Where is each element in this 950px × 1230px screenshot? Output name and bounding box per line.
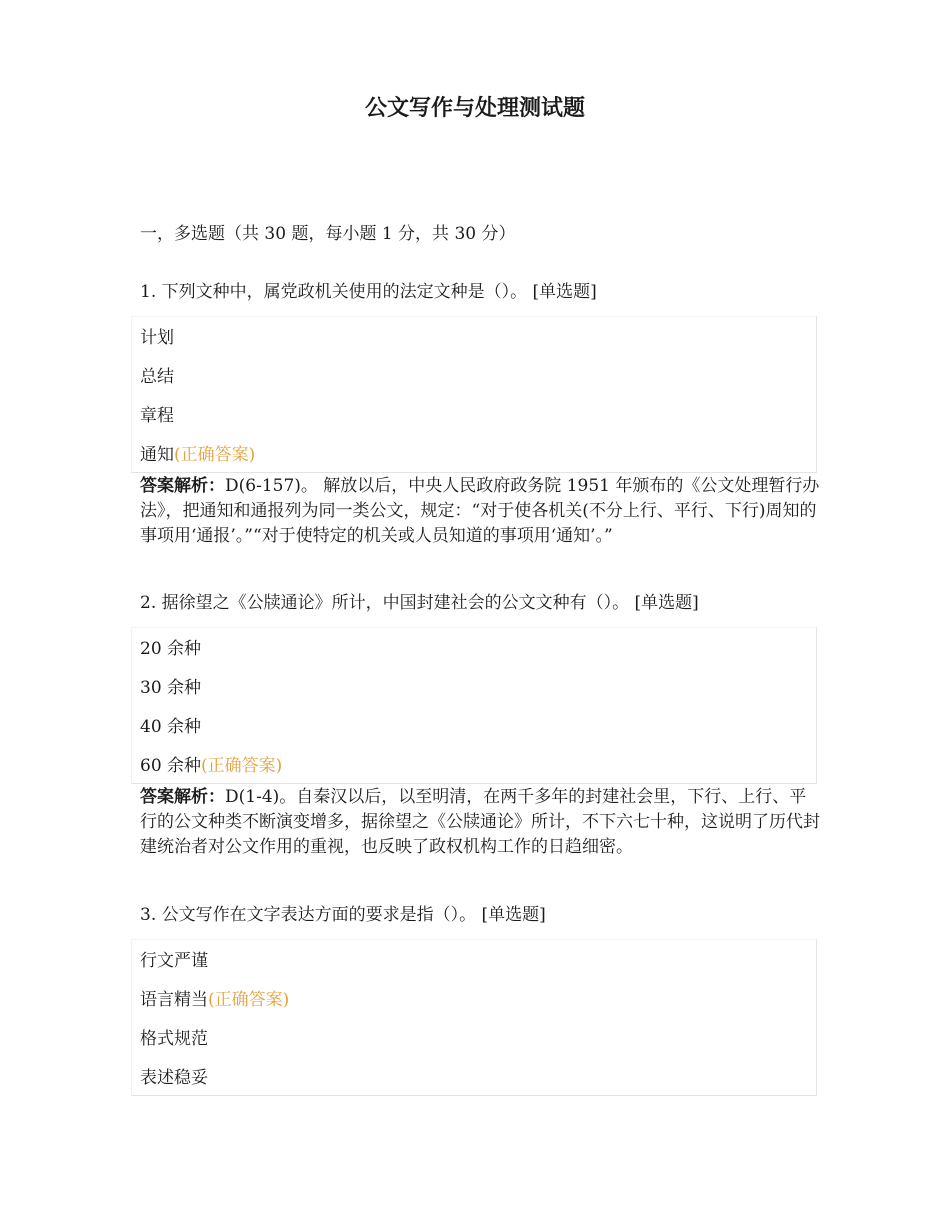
option-1-c[interactable]: 章程 — [140, 406, 174, 426]
question-1-prompt: 1. 下列文种中，属党政机关使用的法定文种是（）。 [单选题] — [140, 282, 597, 302]
correct-answer-mark: (正确答案) — [201, 756, 283, 776]
question-3-options — [131, 939, 817, 1096]
question-2-explanation: 答案解析：D(1-4)。自秦汉以后，以至明清，在两千多年的封建社会里，下行、上行、平行的公文种类不断演变增多，据徐望之《公牍通论》所计，不下六七十种，这说明了历代封建统治者对公文作用的重视，也反映了政权机构工作的日趋细密。 — [140, 787, 820, 857]
page-title: 公文写作与处理测试题 — [364, 96, 585, 121]
question-2-prompt: 2. 据徐望之《公牍通论》所计，中国封建社会的公文文种有（）。 [单选题] — [140, 593, 699, 613]
option-1-b[interactable]: 总结 — [140, 367, 174, 387]
option-1-d[interactable]: 通知(正确答案) — [140, 445, 256, 465]
option-2-b[interactable]: 30 余种 — [140, 678, 202, 698]
question-1-options — [131, 316, 817, 473]
question-3-prompt: 3. 公文写作在文字表达方面的要求是指（）。 [单选题] — [140, 905, 546, 925]
section-heading: 一，多选题（共 30 题，每小题 1 分，共 30 分） — [140, 224, 516, 244]
question-2-options — [131, 627, 817, 784]
option-2-a[interactable]: 20 余种 — [140, 639, 202, 659]
option-2-d[interactable]: 60 余种(正确答案) — [140, 756, 283, 776]
answer-label: 答案解析： — [140, 476, 225, 496]
correct-answer-mark: (正确答案) — [174, 445, 256, 465]
option-3-d[interactable]: 表述稳妥 — [140, 1068, 208, 1088]
option-3-c[interactable]: 格式规范 — [140, 1029, 208, 1049]
correct-answer-mark: (正确答案) — [208, 990, 290, 1010]
option-3-a[interactable]: 行文严谨 — [140, 951, 208, 971]
question-1-explanation: 答案解析：D(6-157)。 解放以后，中央人民政府政务院 1951 年颁布的《公文处理暂行办法》，把通知和通报列为同一类公文，规定：“对于使各机关(不分上行、平行、下行)周知的事项用‘通报’。”“对于使特定的机关或人员知道的事项用‘通知’。” — [140, 476, 820, 546]
option-3-b[interactable]: 语言精当(正确答案) — [140, 990, 290, 1010]
option-2-c[interactable]: 40 余种 — [140, 717, 202, 737]
answer-label: 答案解析： — [140, 787, 225, 807]
option-1-a[interactable]: 计划 — [140, 328, 174, 348]
